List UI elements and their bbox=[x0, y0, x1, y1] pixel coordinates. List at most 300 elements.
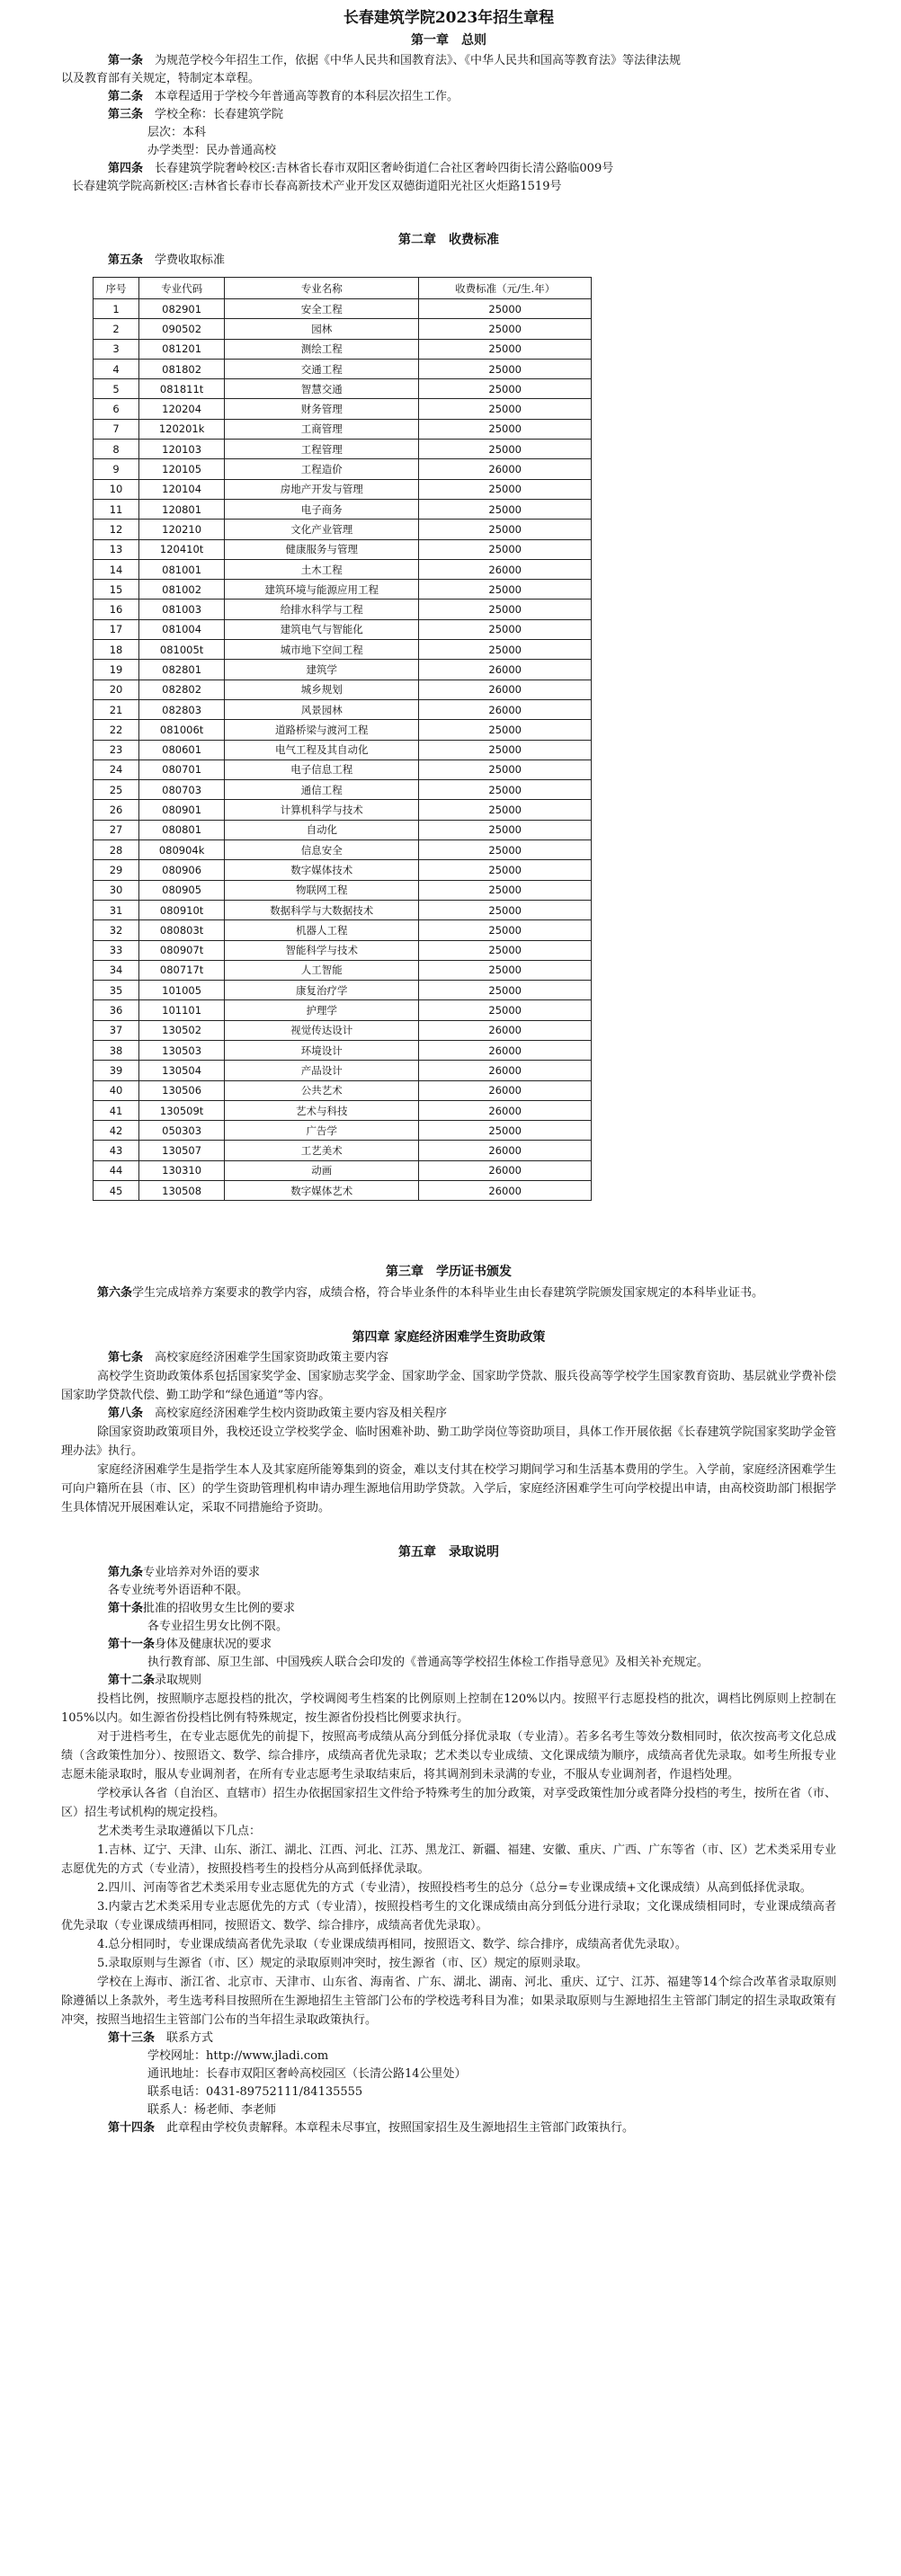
article-text: 本章程适用于学校今年普通高等教育的本科层次招生工作。 bbox=[155, 90, 459, 103]
major-code: 080905 bbox=[139, 880, 225, 900]
article-label: 第十条 bbox=[108, 1602, 144, 1616]
row-index: 37 bbox=[94, 1020, 139, 1040]
article-text: 此章程由学校负责解释。本章程未尽事宜，按照国家招生及生源地招生主管部门政策执行。 bbox=[166, 2121, 635, 2136]
tuition-fee: 25000 bbox=[419, 1121, 592, 1141]
article-label: 第六条 bbox=[97, 1286, 133, 1301]
tuition-fee: 26000 bbox=[419, 1181, 592, 1201]
tuition-fee: 25000 bbox=[419, 479, 592, 499]
major-code: 082803 bbox=[139, 699, 225, 719]
chapter-3-title: 第三章 学历证书颁发 bbox=[386, 1265, 512, 1280]
admission-para-1: 投档比例，按照顺序志愿投档的批次，学校调阅考生档案的比例原则上控制在120%以内。按照平行志愿投档的批次，调档比例原则上控制在105%以内。如生源省份投档比例有特殊规定，按生源省份投档比例要求执行。 bbox=[61, 1692, 836, 1726]
tuition-fee: 25000 bbox=[419, 1000, 592, 1020]
article-label: 第十一条 bbox=[108, 1638, 156, 1652]
school-level: 层次：本科 bbox=[147, 126, 207, 139]
major-code: 130508 bbox=[139, 1181, 225, 1201]
row-index: 2 bbox=[94, 319, 139, 339]
major-name: 道路桥梁与渡河工程 bbox=[225, 720, 419, 740]
table-row bbox=[94, 680, 592, 699]
tuition-fee: 26000 bbox=[419, 1160, 592, 1180]
article-9 bbox=[61, 1564, 836, 1582]
tuition-fee: 25000 bbox=[419, 299, 592, 319]
chapter-2-title: 第二章 收费标准 bbox=[398, 233, 499, 247]
table-row bbox=[94, 479, 592, 499]
admission-para-9: 5.录取原则与生源省（市、区）规定的录取原则冲突时，按生源省（市、区）规定的原则录取。 bbox=[97, 1957, 588, 1971]
major-name: 园林 bbox=[225, 319, 419, 339]
table-row bbox=[94, 539, 592, 559]
table-row bbox=[94, 1141, 592, 1160]
article-text: 学校全称：长春建筑学院 bbox=[155, 108, 284, 121]
tuition-fee: 26000 bbox=[419, 1080, 592, 1100]
major-name: 康复治疗学 bbox=[225, 981, 419, 1000]
article-label: 第五条 bbox=[108, 253, 144, 267]
major-name: 动画 bbox=[225, 1160, 419, 1180]
major-code: 130507 bbox=[139, 1141, 225, 1160]
major-name: 物联网工程 bbox=[225, 880, 419, 900]
row-index: 3 bbox=[94, 339, 139, 359]
table-row bbox=[94, 1000, 592, 1020]
contact-phone: 联系电话：0431-89752111/84135555 bbox=[147, 2085, 363, 2100]
article-label: 第八条 bbox=[108, 1407, 144, 1421]
article-2 bbox=[61, 88, 836, 106]
article-11-sub: 执行教育部、原卫生部、中国残疾人联合会印发的《普通高等学校招生体检工作指导意见》及相关补充规定。 bbox=[147, 1656, 709, 1670]
admission-para-6: 2.四川、河南等省艺术类采用专业志愿优先的方式（专业清），按照投档考生的总分（总分=专业课成绩+文化课成绩）从高到低择优录取。 bbox=[97, 1881, 812, 1896]
major-code: 081005t bbox=[139, 640, 225, 660]
row-index: 7 bbox=[94, 419, 139, 439]
row-index: 8 bbox=[94, 440, 139, 459]
table-row bbox=[94, 1040, 592, 1060]
column-header: 序号 bbox=[94, 278, 139, 299]
article-1 bbox=[61, 52, 836, 70]
tuition-fee: 25000 bbox=[419, 780, 592, 800]
tuition-fee: 25000 bbox=[419, 600, 592, 619]
row-index: 22 bbox=[94, 720, 139, 740]
tuition-fee: 26000 bbox=[419, 1061, 592, 1080]
table-row bbox=[94, 1181, 592, 1201]
row-index: 9 bbox=[94, 459, 139, 479]
column-header: 专业名称 bbox=[225, 278, 419, 299]
row-index: 19 bbox=[94, 660, 139, 680]
article-text: 高校家庭经济困难学生校内资助政策主要内容及相关程序 bbox=[155, 1407, 448, 1421]
article-text: 高校家庭经济困难学生国家资助政策主要内容 bbox=[155, 1351, 389, 1365]
major-name: 电子信息工程 bbox=[225, 759, 419, 779]
major-code: 081201 bbox=[139, 339, 225, 359]
column-header: 专业代码 bbox=[139, 278, 225, 299]
major-name: 土木工程 bbox=[225, 559, 419, 579]
charter-document bbox=[0, 4, 901, 2137]
article-8-para-2: 家庭经济困难学生是指学生本人及其家庭所能筹集到的资金，难以支付其在校学习期间学习和生活基本费用的学生。入学前，家庭经济困难学生可向户籍所在县（市、区）的学生资助管理机构申请办理生源地信用助学贷款。入学后，家庭经济困难学生可向学校提出申请，由高校资助部门根据学生具体情况开展困难认定，采取不同措施给予资助。 bbox=[61, 1463, 836, 1515]
table-row bbox=[94, 780, 592, 800]
major-code: 081006t bbox=[139, 720, 225, 740]
admission-para-5: 1.吉林、辽宁、天津、山东、浙江、湖北、江西、河北、江苏、黑龙江、新疆、福建、安徽、重庆、广西、广东等省（市、区）艺术类采用专业志愿优先的方式（专业清），按照投档考生的投档分从高到低择优录取。 bbox=[61, 1843, 836, 1877]
tuition-fee: 25000 bbox=[419, 740, 592, 759]
article-text: 长春建筑学院奢岭校区:吉林省长春市双阳区奢岭街道仁合社区奢岭四街长清公路临009号 bbox=[155, 162, 614, 175]
tuition-fee: 26000 bbox=[419, 660, 592, 680]
row-index: 44 bbox=[94, 1160, 139, 1180]
article-label: 第三条 bbox=[108, 108, 144, 121]
admission-para-8: 4.总分相同时，专业课成绩高者优先录取（专业课成绩再相同，按照语文、数学、综合排序，成绩高者优先录取）。 bbox=[97, 1938, 687, 1952]
major-name: 工商管理 bbox=[225, 419, 419, 439]
article-7-para: 高校学生资助政策体系包括国家奖学金、国家励志奖学金、国家助学金、国家助学贷款、服兵役高等学校学生国家教育资助、基层就业学费补偿国家助学贷款代偿、勤工助学和“绿色通道”等内容。 bbox=[61, 1370, 836, 1403]
row-index: 20 bbox=[94, 680, 139, 699]
row-index: 17 bbox=[94, 619, 139, 639]
major-code: 081811t bbox=[139, 379, 225, 399]
major-name: 文化产业管理 bbox=[225, 520, 419, 539]
major-name: 环境设计 bbox=[225, 1040, 419, 1060]
row-index: 41 bbox=[94, 1100, 139, 1120]
article-label: 第四条 bbox=[108, 162, 144, 175]
table-row bbox=[94, 940, 592, 960]
table-row bbox=[94, 640, 592, 660]
row-index: 15 bbox=[94, 580, 139, 600]
major-code: 120201k bbox=[139, 419, 225, 439]
article-10-sub: 各专业招生男女比例不限。 bbox=[147, 1620, 289, 1634]
major-name: 数字媒体艺术 bbox=[225, 1181, 419, 1201]
major-code: 080701 bbox=[139, 759, 225, 779]
article-text: 录取规则 bbox=[155, 1674, 202, 1688]
major-code: 101101 bbox=[139, 1000, 225, 1020]
tuition-fee: 26000 bbox=[419, 680, 592, 699]
article-4-cont: 长春建筑学院高新校区:吉林省长春市长春高新技术产业开发区双德街道阳光社区火炬路1519号 bbox=[72, 180, 562, 193]
article-text: 为规范学校今年招生工作，依据《中华人民共和国教育法》、《中华人民共和国高等教育法》等法律法规 bbox=[155, 54, 682, 67]
major-code: 090502 bbox=[139, 319, 225, 339]
table-row bbox=[94, 1160, 592, 1180]
article-label: 第一条 bbox=[108, 54, 144, 67]
major-name: 风景园林 bbox=[225, 699, 419, 719]
major-code: 082901 bbox=[139, 299, 225, 319]
major-name: 计算机科学与技术 bbox=[225, 800, 419, 820]
major-code: 120103 bbox=[139, 440, 225, 459]
tuition-fee: 25000 bbox=[419, 800, 592, 820]
tuition-fee: 25000 bbox=[419, 720, 592, 740]
row-index: 16 bbox=[94, 600, 139, 619]
major-name: 交通工程 bbox=[225, 359, 419, 378]
admission-para-3: 学校承认各省（自治区、直辖市）招生办依据国家招生文件给予特殊考生的加分政策，对享受政策性加分或者降分投档的考生，按所在省（市、区）招生考试机构的规定投档。 bbox=[61, 1787, 836, 1820]
major-name: 护理学 bbox=[225, 1000, 419, 1020]
article-text: 联系方式 bbox=[166, 2031, 214, 2046]
article-text: 学费收取标准 bbox=[155, 253, 226, 267]
row-index: 39 bbox=[94, 1061, 139, 1080]
tuition-fee: 25000 bbox=[419, 499, 592, 519]
major-name: 智能科学与技术 bbox=[225, 940, 419, 960]
table-row bbox=[94, 1080, 592, 1100]
chapter-4-title: 第四章 家庭经济困难学生资助政策 bbox=[352, 1330, 546, 1346]
major-code: 081002 bbox=[139, 580, 225, 600]
major-code: 080703 bbox=[139, 780, 225, 800]
row-index: 23 bbox=[94, 740, 139, 759]
table-row bbox=[94, 600, 592, 619]
table-row bbox=[94, 499, 592, 519]
major-name: 通信工程 bbox=[225, 780, 419, 800]
major-code: 080906 bbox=[139, 860, 225, 880]
major-code: 130503 bbox=[139, 1040, 225, 1060]
admission-para-4: 艺术类考生录取遵循以下几点： bbox=[97, 1825, 262, 1839]
major-name: 智慧交通 bbox=[225, 379, 419, 399]
tuition-fee: 25000 bbox=[419, 520, 592, 539]
major-name: 财务管理 bbox=[225, 399, 419, 419]
table-row bbox=[94, 880, 592, 900]
article-label: 第十三条 bbox=[108, 2031, 156, 2046]
admission-para-7: 3.内蒙古艺术类采用专业志愿优先的方式（专业清），按照投档考生的文化课成绩由高分到低分进行录取；文化课成绩相同时，专业课成绩高者优先录取（专业课成绩再相同，按照语文、数学、综合排序，成绩高者优先录取）。 bbox=[61, 1900, 836, 1933]
row-index: 1 bbox=[94, 299, 139, 319]
table-row bbox=[94, 820, 592, 839]
major-code: 080907t bbox=[139, 940, 225, 960]
row-index: 4 bbox=[94, 359, 139, 378]
admission-para-10: 学校在上海市、浙江省、北京市、天津市、山东省、海南省、广东、湖北、湖南、河北、重庆、辽宁、江苏、福建等14个综合改革省录取原则除遵循以上条款外，考生选考科目按照所在生源地招生主管部门公布的学校选考科目为准；如果录取原则与生源地招生主管部门制定的招生录取政策有冲突，按照当地招生主管部门公布的当年招生录取政策执行。 bbox=[61, 1976, 836, 2028]
article-3 bbox=[61, 106, 836, 124]
row-index: 13 bbox=[94, 539, 139, 559]
major-name: 建筑环境与能源应用工程 bbox=[225, 580, 419, 600]
row-index: 33 bbox=[94, 940, 139, 960]
row-index: 5 bbox=[94, 379, 139, 399]
major-code: 080801 bbox=[139, 820, 225, 839]
table-row bbox=[94, 299, 592, 319]
table-row bbox=[94, 1020, 592, 1040]
row-index: 32 bbox=[94, 920, 139, 940]
major-code: 120104 bbox=[139, 479, 225, 499]
major-name: 工艺美术 bbox=[225, 1141, 419, 1160]
article-9-sub: 各专业统考外语语种不限。 bbox=[108, 1584, 249, 1598]
table-row bbox=[94, 660, 592, 680]
article-10 bbox=[61, 1600, 836, 1618]
row-index: 35 bbox=[94, 981, 139, 1000]
tuition-fee: 25000 bbox=[419, 640, 592, 660]
table-row bbox=[94, 580, 592, 600]
row-index: 26 bbox=[94, 800, 139, 820]
major-code: 082801 bbox=[139, 660, 225, 680]
chapter-5-title: 第五章 录取说明 bbox=[398, 1545, 499, 1560]
major-code: 081802 bbox=[139, 359, 225, 378]
major-name: 工程造价 bbox=[225, 459, 419, 479]
tuition-fee: 25000 bbox=[419, 440, 592, 459]
major-name: 信息安全 bbox=[225, 840, 419, 860]
tuition-fee: 25000 bbox=[419, 981, 592, 1000]
table-row bbox=[94, 459, 592, 479]
tuition-fee: 25000 bbox=[419, 619, 592, 639]
table-row bbox=[94, 319, 592, 339]
tuition-fee: 25000 bbox=[419, 379, 592, 399]
table-row bbox=[94, 440, 592, 459]
major-name: 健康服务与管理 bbox=[225, 539, 419, 559]
row-index: 30 bbox=[94, 880, 139, 900]
major-code: 120410t bbox=[139, 539, 225, 559]
table-row bbox=[94, 520, 592, 539]
table-row bbox=[94, 981, 592, 1000]
tuition-fee: 25000 bbox=[419, 940, 592, 960]
table-row bbox=[94, 339, 592, 359]
row-index: 38 bbox=[94, 1040, 139, 1060]
article-8-para-1: 除国家资助政策项目外，我校还设立学校奖学金、临时困难补助、勤工助学岗位等资助项目，具体工作开展依据《长春建筑学院国家奖助学金管理办法》执行。 bbox=[61, 1426, 836, 1459]
article-label: 第二条 bbox=[108, 90, 144, 103]
major-code: 130504 bbox=[139, 1061, 225, 1080]
article-label: 第七条 bbox=[108, 1351, 144, 1365]
major-code: 080904k bbox=[139, 840, 225, 860]
table-row bbox=[94, 900, 592, 919]
row-index: 28 bbox=[94, 840, 139, 860]
tuition-fee: 26000 bbox=[419, 699, 592, 719]
table-row bbox=[94, 419, 592, 439]
column-header: 收费标准（元/生.年） bbox=[419, 278, 592, 299]
row-index: 27 bbox=[94, 820, 139, 839]
major-name: 数字媒体技术 bbox=[225, 860, 419, 880]
tuition-fee: 26000 bbox=[419, 1020, 592, 1040]
tuition-fee: 25000 bbox=[419, 880, 592, 900]
row-index: 11 bbox=[94, 499, 139, 519]
table-row bbox=[94, 740, 592, 759]
row-index: 40 bbox=[94, 1080, 139, 1100]
table-row bbox=[94, 379, 592, 399]
table-row bbox=[94, 359, 592, 378]
major-name: 电子商务 bbox=[225, 499, 419, 519]
article-7 bbox=[61, 1349, 836, 1367]
table-row bbox=[94, 1061, 592, 1080]
article-14 bbox=[61, 2119, 836, 2137]
major-code: 120204 bbox=[139, 399, 225, 419]
article-13 bbox=[61, 2030, 836, 2047]
admission-para-2: 对于进档考生，在专业志愿优先的前提下，按照高考成绩从高分到低分择优录取（专业清）。若多名考生等效分数相同时，依次按高考文化总成绩（含政策性加分）、按照语文、数学、综合排序，成绩高者优先录取；艺术类以专业成绩、文化课成绩为顺序，成绩高者优先录取。如考生所报专业志愿未能录取时，服从专业调剂者，在所有专业志愿考生录取结束后，将其调剂到未录满的专业，不服从专业调剂者，作退档处理。 bbox=[61, 1730, 836, 1782]
table-row bbox=[94, 860, 592, 880]
mailing-address: 通讯地址：长春市双阳区奢岭高校园区（长清公路14公里处） bbox=[147, 2067, 467, 2082]
school-website: 学校网址：http://www.jladi.com bbox=[147, 2049, 329, 2064]
major-code: 080803t bbox=[139, 920, 225, 940]
major-name: 城市地下空间工程 bbox=[225, 640, 419, 660]
table-row bbox=[94, 840, 592, 860]
row-index: 42 bbox=[94, 1121, 139, 1141]
tuition-fee: 25000 bbox=[419, 539, 592, 559]
table-header-row bbox=[94, 278, 592, 299]
article-11 bbox=[61, 1636, 836, 1654]
major-name: 机器人工程 bbox=[225, 920, 419, 940]
article-text: 学生完成培养方案要求的教学内容，成绩合格，符合毕业条件的本科毕业生由长春建筑学院颁发国家规定的本科毕业证书。 bbox=[132, 1286, 764, 1301]
document-title: 长春建筑学院2023年招生章程 bbox=[343, 9, 555, 27]
major-name: 房地产开发与管理 bbox=[225, 479, 419, 499]
tuition-fee: 25000 bbox=[419, 960, 592, 980]
article-6 bbox=[61, 1284, 836, 1302]
major-code: 130509t bbox=[139, 1100, 225, 1120]
row-index: 12 bbox=[94, 520, 139, 539]
row-index: 25 bbox=[94, 780, 139, 800]
major-code: 081004 bbox=[139, 619, 225, 639]
major-name: 建筑电气与智能化 bbox=[225, 619, 419, 639]
table-row bbox=[94, 800, 592, 820]
tuition-fee: 25000 bbox=[419, 820, 592, 839]
article-label: 第九条 bbox=[108, 1566, 144, 1580]
major-code: 050303 bbox=[139, 1121, 225, 1141]
article-8 bbox=[61, 1405, 836, 1423]
contact-person: 联系人：杨老师、李老师 bbox=[147, 2103, 277, 2118]
major-name: 电气工程及其自动化 bbox=[225, 740, 419, 759]
table-row bbox=[94, 960, 592, 980]
major-name: 人工智能 bbox=[225, 960, 419, 980]
table-row bbox=[94, 920, 592, 940]
row-index: 43 bbox=[94, 1141, 139, 1160]
tuition-fee: 25000 bbox=[419, 319, 592, 339]
major-name: 公共艺术 bbox=[225, 1080, 419, 1100]
major-code: 080901 bbox=[139, 800, 225, 820]
major-code: 081003 bbox=[139, 600, 225, 619]
tuition-fee: 25000 bbox=[419, 359, 592, 378]
row-index: 45 bbox=[94, 1181, 139, 1201]
article-text: 身体及健康状况的要求 bbox=[155, 1638, 272, 1652]
row-index: 6 bbox=[94, 399, 139, 419]
tuition-fee: 25000 bbox=[419, 419, 592, 439]
article-text: 专业培养对外语的要求 bbox=[143, 1566, 261, 1580]
row-index: 29 bbox=[94, 860, 139, 880]
row-index: 18 bbox=[94, 640, 139, 660]
article-text: 批准的招收男女生比例的要求 bbox=[143, 1602, 296, 1616]
tuition-fee: 25000 bbox=[419, 900, 592, 919]
major-code: 101005 bbox=[139, 981, 225, 1000]
tuition-fee: 25000 bbox=[419, 759, 592, 779]
major-name: 给排水科学与工程 bbox=[225, 600, 419, 619]
row-index: 14 bbox=[94, 559, 139, 579]
row-index: 21 bbox=[94, 699, 139, 719]
tuition-fee: 26000 bbox=[419, 559, 592, 579]
table-row bbox=[94, 699, 592, 719]
major-code: 130502 bbox=[139, 1020, 225, 1040]
tuition-fee: 26000 bbox=[419, 1100, 592, 1120]
table-row bbox=[94, 759, 592, 779]
major-name: 产品设计 bbox=[225, 1061, 419, 1080]
table-row bbox=[94, 1100, 592, 1120]
article-label: 第十四条 bbox=[108, 2121, 156, 2136]
chapter-1-title: 第一章 总则 bbox=[411, 33, 486, 48]
tuition-fee: 25000 bbox=[419, 860, 592, 880]
major-name: 城乡规划 bbox=[225, 680, 419, 699]
major-code: 130310 bbox=[139, 1160, 225, 1180]
major-name: 自动化 bbox=[225, 820, 419, 839]
table-row bbox=[94, 720, 592, 740]
major-code: 120801 bbox=[139, 499, 225, 519]
table-row bbox=[94, 559, 592, 579]
major-name: 视觉传达设计 bbox=[225, 1020, 419, 1040]
tuition-fee: 26000 bbox=[419, 1141, 592, 1160]
row-index: 31 bbox=[94, 900, 139, 919]
article-5 bbox=[61, 252, 836, 270]
major-code: 120105 bbox=[139, 459, 225, 479]
major-code: 120210 bbox=[139, 520, 225, 539]
major-code: 080717t bbox=[139, 960, 225, 980]
row-index: 34 bbox=[94, 960, 139, 980]
major-name: 数据科学与大数据技术 bbox=[225, 900, 419, 919]
major-name: 广告学 bbox=[225, 1121, 419, 1141]
major-code: 082802 bbox=[139, 680, 225, 699]
row-index: 36 bbox=[94, 1000, 139, 1020]
tuition-fee: 25000 bbox=[419, 399, 592, 419]
major-code: 080910t bbox=[139, 900, 225, 919]
article-12 bbox=[61, 1672, 836, 1690]
table-row bbox=[94, 619, 592, 639]
article-4 bbox=[61, 160, 836, 178]
major-code: 080601 bbox=[139, 740, 225, 759]
tuition-fee: 25000 bbox=[419, 339, 592, 359]
table-row bbox=[94, 399, 592, 419]
major-name: 艺术与科技 bbox=[225, 1100, 419, 1120]
tuition-fee: 26000 bbox=[419, 459, 592, 479]
tuition-fee: 25000 bbox=[419, 920, 592, 940]
major-name: 建筑学 bbox=[225, 660, 419, 680]
major-name: 测绘工程 bbox=[225, 339, 419, 359]
major-name: 工程管理 bbox=[225, 440, 419, 459]
major-code: 130506 bbox=[139, 1080, 225, 1100]
row-index: 24 bbox=[94, 759, 139, 779]
school-type: 办学类型：民办普通高校 bbox=[147, 144, 277, 157]
row-index: 10 bbox=[94, 479, 139, 499]
major-name: 安全工程 bbox=[225, 299, 419, 319]
tuition-table bbox=[93, 277, 592, 1201]
article-1-cont: 以及教育部有关规定，特制定本章程。 bbox=[61, 72, 261, 85]
tuition-fee: 26000 bbox=[419, 1040, 592, 1060]
article-label: 第十二条 bbox=[108, 1674, 156, 1688]
